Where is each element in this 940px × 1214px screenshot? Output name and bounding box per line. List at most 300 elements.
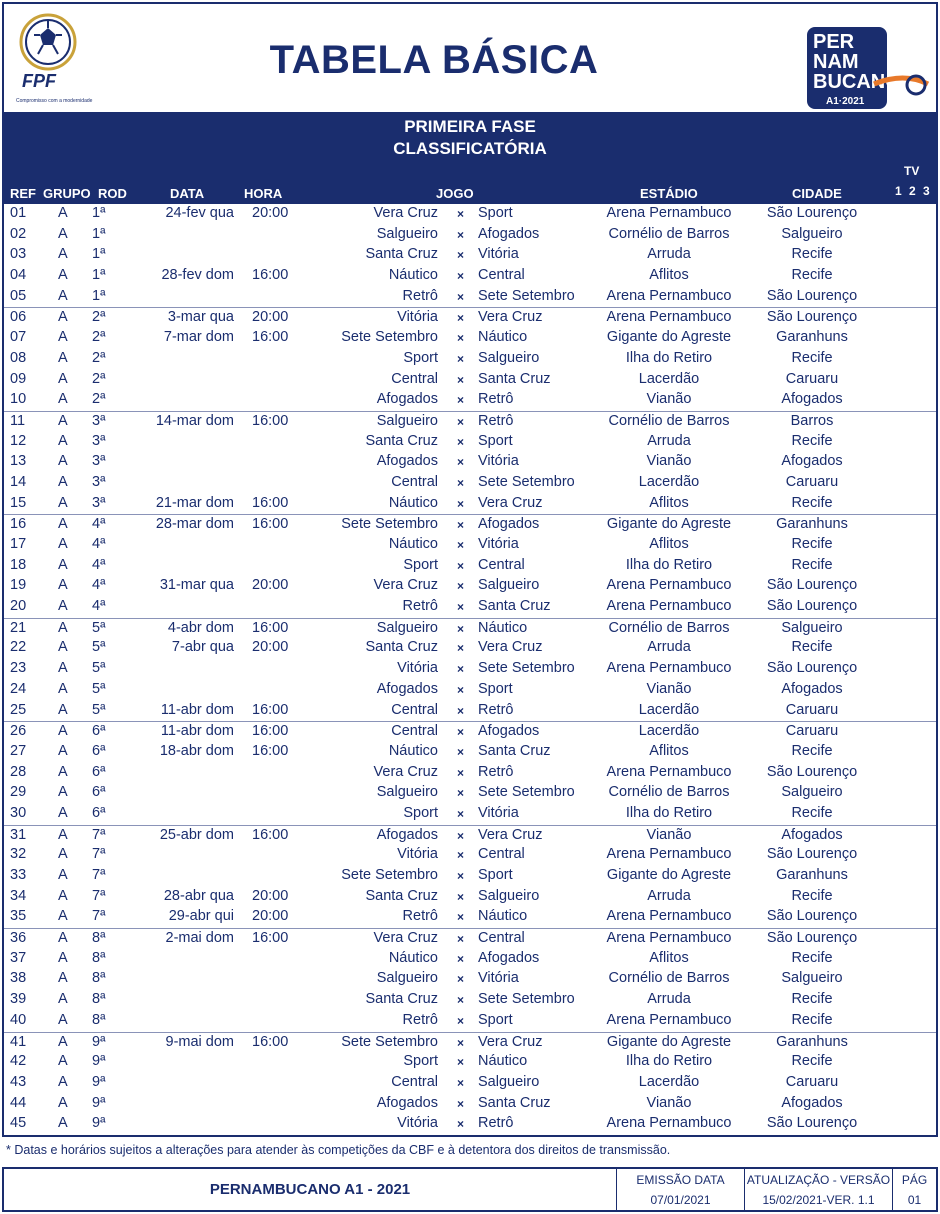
cell-ref: 37 bbox=[10, 949, 27, 966]
cell-cidade: Afogados bbox=[781, 680, 843, 697]
table-row bbox=[4, 287, 936, 308]
versus-icon: × bbox=[457, 455, 465, 470]
cell-estadio: Cornélio de Barros bbox=[608, 412, 730, 429]
cell-rod: 7ª bbox=[92, 908, 106, 925]
cell-cidade: Recife bbox=[791, 267, 833, 284]
cell-away-team: Sete Setembro bbox=[478, 784, 575, 801]
versus-icon: × bbox=[457, 434, 465, 449]
cell-cidade: Caruaru bbox=[785, 473, 839, 490]
cell-home-team: Vera Cruz bbox=[373, 205, 438, 221]
cell-home-team: Salgueiro bbox=[376, 412, 438, 429]
cell-away-team: Salgueiro bbox=[478, 887, 540, 904]
cell-home-team: Sport bbox=[403, 349, 438, 366]
cell-cidade: São Lourenço bbox=[766, 846, 858, 863]
cell-grupo: A bbox=[58, 1115, 68, 1132]
cell-estadio: Ilha do Retiro bbox=[625, 349, 713, 366]
table-row bbox=[4, 597, 936, 618]
cell-away-team: Afogados bbox=[478, 225, 540, 242]
cell-ref: 14 bbox=[10, 473, 27, 490]
cell-hora: 16:00 bbox=[252, 412, 289, 429]
cell-ref: 25 bbox=[10, 701, 27, 718]
cell-home-team: Sete Setembro bbox=[341, 1033, 438, 1050]
cell-rod: 3ª bbox=[92, 473, 106, 490]
cell-away-team: Vitória bbox=[478, 453, 519, 470]
versus-icon: × bbox=[457, 641, 465, 656]
cell-ref: 15 bbox=[10, 494, 27, 511]
cell-away-team: Afogados bbox=[478, 516, 540, 533]
cell-rod: 8ª bbox=[92, 949, 106, 966]
cell-estadio: Arena Pernambuco bbox=[606, 1115, 732, 1132]
cell-rod: 3ª bbox=[92, 453, 106, 470]
cell-rod: 3ª bbox=[92, 412, 106, 429]
cell-grupo: A bbox=[58, 804, 68, 821]
cell-away-team: Retrô bbox=[478, 1115, 514, 1132]
cell-grupo: A bbox=[58, 1033, 68, 1050]
cell-rod: 1ª bbox=[92, 287, 106, 304]
cell-rod: 9ª bbox=[92, 1053, 106, 1070]
table-row bbox=[4, 535, 936, 556]
cell-away-team: Salgueiro bbox=[478, 349, 540, 366]
cell-home-team: Sete Setembro bbox=[341, 329, 438, 346]
cell-ref: 44 bbox=[10, 1094, 27, 1111]
cell-data: 29-abr qui bbox=[168, 908, 234, 925]
cell-away-team: Sete Setembro bbox=[478, 287, 575, 304]
cell-home-team: Náutico bbox=[388, 536, 438, 552]
cell-hora: 16:00 bbox=[252, 723, 289, 740]
cell-home-team: Vitória bbox=[397, 1115, 438, 1132]
table-row bbox=[4, 307, 936, 328]
cell-home-team: Retrô bbox=[402, 598, 438, 615]
cell-cidade: Afogados bbox=[781, 391, 843, 408]
col-tv: TV bbox=[904, 164, 920, 178]
cell-cidade: Recife bbox=[791, 887, 833, 904]
cell-ref: 05 bbox=[10, 287, 27, 304]
cell-ref: 10 bbox=[10, 391, 27, 408]
cell-grupo: A bbox=[58, 887, 68, 904]
col-hora: HORA bbox=[244, 186, 283, 201]
versus-icon: × bbox=[457, 496, 465, 511]
table-row bbox=[4, 969, 936, 990]
versus-icon: × bbox=[457, 889, 465, 904]
cell-data: 14-mar dom bbox=[155, 412, 234, 429]
cell-away-team: Vitória bbox=[478, 970, 519, 987]
cell-data: 7-abr qua bbox=[171, 639, 234, 656]
cell-grupo: A bbox=[58, 1011, 68, 1028]
cell-grupo: A bbox=[58, 991, 68, 1008]
table-row bbox=[4, 556, 936, 577]
cell-data: 9-mai dom bbox=[165, 1033, 234, 1050]
cell-away-team: Sete Setembro bbox=[478, 991, 575, 1008]
table-row bbox=[4, 721, 936, 742]
cell-grupo: A bbox=[58, 826, 68, 843]
cell-hora: 20:00 bbox=[252, 205, 289, 221]
cell-home-team: Náutico bbox=[388, 742, 438, 759]
versus-icon: × bbox=[457, 311, 465, 326]
versus-icon: × bbox=[457, 414, 465, 429]
cell-grupo: A bbox=[58, 598, 68, 615]
cell-ref: 17 bbox=[10, 536, 27, 552]
cell-rod: 1ª bbox=[92, 267, 106, 284]
cell-cidade: Recife bbox=[791, 432, 833, 449]
cell-cidade: Garanhuns bbox=[776, 329, 848, 346]
cell-away-team: Salgueiro bbox=[478, 577, 540, 594]
cell-estadio: Arruda bbox=[647, 639, 691, 656]
table-row bbox=[4, 328, 936, 349]
cell-grupo: A bbox=[58, 287, 68, 304]
cell-ref: 02 bbox=[10, 225, 27, 242]
versus-icon: × bbox=[457, 269, 465, 284]
cell-away-team: Central bbox=[478, 556, 525, 573]
table-row bbox=[4, 349, 936, 370]
cell-cidade: Recife bbox=[791, 494, 833, 511]
cell-away-team: Salgueiro bbox=[478, 1073, 540, 1090]
cell-cidade: Recife bbox=[791, 742, 833, 759]
cell-ref: 01 bbox=[10, 205, 27, 221]
cell-data: 3-mar qua bbox=[167, 309, 234, 326]
table-row bbox=[4, 763, 936, 784]
versus-icon: × bbox=[457, 1117, 465, 1132]
cell-cidade: São Lourenço bbox=[766, 660, 858, 677]
cell-estadio: Arruda bbox=[647, 432, 691, 449]
versus-icon: × bbox=[457, 393, 465, 408]
cell-away-team: Náutico bbox=[478, 329, 528, 346]
table-row bbox=[4, 949, 936, 970]
cell-rod: 1ª bbox=[92, 225, 106, 242]
table-row bbox=[4, 245, 936, 266]
versus-icon: × bbox=[457, 621, 465, 636]
cell-away-team: Retrô bbox=[478, 763, 514, 780]
cell-ref: 32 bbox=[10, 846, 27, 863]
table-row bbox=[4, 1032, 936, 1053]
footer-emissao-value: 07/01/2021 bbox=[650, 1193, 711, 1207]
cell-home-team: Central bbox=[391, 1073, 438, 1090]
cell-rod: 1ª bbox=[92, 205, 106, 221]
cell-away-team: Sport bbox=[478, 205, 513, 221]
cell-ref: 33 bbox=[10, 867, 27, 883]
cell-home-team: Salgueiro bbox=[376, 784, 438, 801]
cell-rod: 2ª bbox=[92, 370, 106, 387]
cell-cidade: Salgueiro bbox=[781, 619, 843, 636]
cell-cidade: São Lourenço bbox=[766, 287, 858, 304]
cell-cidade: Caruaru bbox=[785, 701, 839, 718]
table-row bbox=[4, 680, 936, 701]
cell-cidade: Recife bbox=[791, 1011, 833, 1028]
cell-grupo: A bbox=[58, 267, 68, 284]
cell-hora: 16:00 bbox=[252, 930, 289, 947]
cell-home-team: Náutico bbox=[388, 949, 438, 966]
cell-ref: 41 bbox=[10, 1033, 27, 1050]
cell-away-team: Santa Cruz bbox=[478, 598, 551, 615]
cell-estadio: Arena Pernambuco bbox=[606, 309, 732, 326]
cell-estadio: Arena Pernambuco bbox=[606, 577, 732, 594]
cell-home-team: Santa Cruz bbox=[365, 432, 438, 449]
col-estadio: ESTÁDIO bbox=[640, 186, 698, 201]
cell-data: 11-abr dom bbox=[160, 701, 234, 718]
cell-ref: 06 bbox=[10, 309, 27, 326]
cell-estadio: Lacerdão bbox=[638, 473, 700, 490]
cell-hora: 16:00 bbox=[252, 1033, 289, 1050]
cell-ref: 43 bbox=[10, 1073, 27, 1090]
cell-home-team: Santa Cruz bbox=[365, 887, 438, 904]
versus-icon: × bbox=[457, 910, 465, 925]
col-data: DATA bbox=[170, 186, 205, 201]
svg-text:A1·2021: A1·2021 bbox=[826, 96, 865, 107]
versus-icon: × bbox=[457, 786, 465, 801]
cell-data: 31-mar qua bbox=[159, 577, 234, 594]
footer-atualizacao-value: 15/02/2021-VER. 1.1 bbox=[762, 1193, 875, 1207]
cell-rod: 8ª bbox=[92, 930, 106, 947]
cell-cidade: São Lourenço bbox=[766, 309, 858, 326]
cell-rod: 4ª bbox=[92, 516, 106, 533]
cell-away-team: Sport bbox=[478, 867, 513, 883]
versus-icon: × bbox=[457, 1096, 465, 1111]
cell-grupo: A bbox=[58, 370, 68, 387]
cell-rod: 5ª bbox=[92, 619, 106, 636]
cell-home-team: Vitória bbox=[397, 309, 438, 326]
cell-rod: 9ª bbox=[92, 1073, 106, 1090]
cell-hora: 20:00 bbox=[252, 639, 289, 656]
table-row bbox=[4, 1011, 936, 1032]
cell-grupo: A bbox=[58, 516, 68, 533]
cell-rod: 6ª bbox=[92, 763, 106, 780]
footer-emissao bbox=[616, 1169, 744, 1210]
cell-ref: 28 bbox=[10, 763, 27, 780]
cell-rod: 5ª bbox=[92, 701, 106, 718]
cell-grupo: A bbox=[58, 205, 68, 221]
cell-rod: 7ª bbox=[92, 846, 106, 863]
svg-text:BUCANO: BUCANO bbox=[813, 71, 901, 93]
footer-atualizacao-label: ATUALIZAÇÃO - VERSÃO bbox=[746, 1173, 891, 1187]
cell-estadio: Gigante do Agreste bbox=[606, 1033, 732, 1050]
cell-grupo: A bbox=[58, 412, 68, 429]
cell-hora: 16:00 bbox=[252, 329, 289, 346]
table-row bbox=[4, 783, 936, 804]
cell-estadio: Arena Pernambuco bbox=[606, 598, 732, 615]
cell-away-team: Vitória bbox=[478, 536, 519, 552]
cell-ref: 19 bbox=[10, 577, 27, 594]
cell-home-team: Vera Cruz bbox=[373, 763, 438, 780]
cell-ref: 09 bbox=[10, 370, 27, 387]
cell-home-team: Afogados bbox=[376, 1094, 438, 1111]
cell-cidade: Salgueiro bbox=[781, 784, 843, 801]
cell-cidade: São Lourenço bbox=[766, 205, 858, 221]
cell-cidade: Recife bbox=[791, 804, 833, 821]
fixtures-table bbox=[4, 204, 936, 1135]
cell-grupo: A bbox=[58, 473, 68, 490]
table-row bbox=[4, 845, 936, 866]
cell-home-team: Vitória bbox=[397, 660, 438, 677]
table-row bbox=[4, 1114, 936, 1135]
cell-estadio: Gigante do Agreste bbox=[606, 867, 732, 883]
cell-home-team: Vera Cruz bbox=[373, 577, 438, 594]
cell-away-team: Afogados bbox=[478, 723, 540, 740]
cell-data: 18-abr dom bbox=[159, 742, 234, 759]
cell-away-team: Santa Cruz bbox=[478, 742, 551, 759]
versus-icon: × bbox=[457, 932, 465, 947]
cell-home-team: Náutico bbox=[388, 267, 438, 284]
versus-icon: × bbox=[457, 1055, 465, 1070]
cell-rod: 2ª bbox=[92, 349, 106, 366]
phase-band bbox=[2, 112, 938, 204]
cell-away-team: Central bbox=[478, 930, 525, 947]
cell-rod: 9ª bbox=[92, 1115, 106, 1132]
cell-ref: 45 bbox=[10, 1115, 27, 1132]
table-row bbox=[4, 514, 936, 535]
fpf-logo-text: FPF bbox=[22, 71, 56, 91]
cell-cidade: Recife bbox=[791, 1053, 833, 1070]
cell-hora: 20:00 bbox=[252, 309, 289, 326]
cell-rod: 2ª bbox=[92, 309, 106, 326]
table-row bbox=[4, 701, 936, 722]
cell-away-team: Sport bbox=[478, 432, 513, 449]
versus-icon: × bbox=[457, 765, 465, 780]
cell-cidade: Salgueiro bbox=[781, 970, 843, 987]
cell-estadio: Vianão bbox=[646, 453, 692, 470]
cell-estadio: Vianão bbox=[646, 680, 692, 697]
cell-home-team: Santa Cruz bbox=[365, 639, 438, 656]
cell-away-team: Náutico bbox=[478, 908, 528, 925]
cell-cidade: Afogados bbox=[781, 1094, 843, 1111]
cell-ref: 40 bbox=[10, 1011, 27, 1028]
table-row bbox=[4, 638, 936, 659]
page-header bbox=[4, 4, 936, 112]
cell-grupo: A bbox=[58, 639, 68, 656]
cell-estadio: Ilha do Retiro bbox=[625, 804, 713, 821]
table-row bbox=[4, 411, 936, 432]
cell-home-team: Sete Setembro bbox=[341, 516, 438, 533]
cell-away-team: Vera Cruz bbox=[478, 639, 543, 656]
cell-away-team: Sete Setembro bbox=[478, 473, 575, 490]
cell-rod: 6ª bbox=[92, 804, 106, 821]
cell-rod: 6ª bbox=[92, 784, 106, 801]
cell-data: 2-mai dom bbox=[165, 930, 234, 947]
cell-cidade: Recife bbox=[791, 536, 833, 552]
cell-home-team: Afogados bbox=[376, 680, 438, 697]
cell-ref: 30 bbox=[10, 804, 27, 821]
cell-cidade: Recife bbox=[791, 949, 833, 966]
cell-cidade: São Lourenço bbox=[766, 763, 858, 780]
cell-home-team: Salgueiro bbox=[376, 225, 438, 242]
table-row bbox=[4, 804, 936, 825]
cell-home-team: Retrô bbox=[402, 908, 438, 925]
cell-cidade: Salgueiro bbox=[781, 225, 843, 242]
versus-icon: × bbox=[457, 662, 465, 677]
cell-cidade: Recife bbox=[791, 991, 833, 1008]
versus-icon: × bbox=[457, 558, 465, 573]
cell-grupo: A bbox=[58, 1073, 68, 1090]
cell-cidade: Recife bbox=[791, 556, 833, 573]
footer-pag-label: PÁG bbox=[901, 1173, 928, 1187]
cell-grupo: A bbox=[58, 723, 68, 740]
cell-estadio: Aflitos bbox=[649, 536, 689, 552]
cell-away-team: Vera Cruz bbox=[478, 309, 543, 326]
cell-ref: 20 bbox=[10, 598, 27, 615]
table-row bbox=[4, 494, 936, 515]
cell-away-team: Santa Cruz bbox=[478, 1094, 551, 1111]
cell-grupo: A bbox=[58, 536, 68, 552]
cell-estadio: Cornélio de Barros bbox=[608, 970, 730, 987]
cell-estadio: Vianão bbox=[646, 826, 692, 843]
footer-atualizacao bbox=[744, 1169, 892, 1210]
table-row bbox=[4, 390, 936, 411]
cell-rod: 5ª bbox=[92, 660, 106, 677]
cell-cidade: São Lourenço bbox=[766, 598, 858, 615]
cell-estadio: Vianão bbox=[646, 1094, 692, 1111]
cell-estadio: Arena Pernambuco bbox=[606, 763, 732, 780]
cell-estadio: Arena Pernambuco bbox=[606, 205, 732, 221]
cell-ref: 21 bbox=[10, 619, 27, 636]
versus-icon: × bbox=[457, 703, 465, 718]
cell-rod: 4ª bbox=[92, 577, 106, 594]
col-jogo: JOGO bbox=[436, 186, 474, 201]
table-row bbox=[4, 266, 936, 287]
cell-rod: 8ª bbox=[92, 970, 106, 987]
cell-rod: 2ª bbox=[92, 391, 106, 408]
footer-emissao-label: EMISSÃO DATA bbox=[636, 1173, 725, 1187]
cell-ref: 23 bbox=[10, 660, 27, 677]
cell-grupo: A bbox=[58, 329, 68, 346]
cell-grupo: A bbox=[58, 784, 68, 801]
table-row bbox=[4, 225, 936, 246]
cell-cidade: São Lourenço bbox=[766, 577, 858, 594]
cell-estadio: Lacerdão bbox=[638, 1073, 700, 1090]
table-row bbox=[4, 907, 936, 928]
versus-icon: × bbox=[457, 289, 465, 304]
cell-estadio: Arena Pernambuco bbox=[606, 1011, 732, 1028]
cell-grupo: A bbox=[58, 577, 68, 594]
cell-estadio: Gigante do Agreste bbox=[606, 516, 732, 533]
cell-estadio: Lacerdão bbox=[638, 370, 700, 387]
cell-away-team: Náutico bbox=[478, 619, 528, 636]
cell-cidade: Caruaru bbox=[785, 723, 839, 740]
cell-ref: 13 bbox=[10, 453, 27, 470]
cell-data: 28-abr qua bbox=[163, 887, 234, 904]
versus-icon: × bbox=[457, 475, 465, 490]
cell-grupo: A bbox=[58, 619, 68, 636]
table-row bbox=[4, 1052, 936, 1073]
cell-home-team: Salgueiro bbox=[376, 619, 438, 636]
cell-grupo: A bbox=[58, 846, 68, 863]
cell-cidade: Barros bbox=[790, 412, 834, 429]
cell-cidade: Recife bbox=[791, 349, 833, 366]
cell-home-team: Retrô bbox=[402, 287, 438, 304]
cell-rod: 8ª bbox=[92, 1011, 106, 1028]
cell-estadio: Arruda bbox=[647, 991, 691, 1008]
cell-estadio: Ilha do Retiro bbox=[625, 1053, 713, 1070]
cell-away-team: Retrô bbox=[478, 412, 514, 429]
cell-grupo: A bbox=[58, 432, 68, 449]
cell-data: 4-abr dom bbox=[167, 619, 234, 636]
cell-grupo: A bbox=[58, 701, 68, 718]
page-title: TABELA BÁSICA bbox=[269, 38, 599, 82]
cell-rod: 6ª bbox=[92, 742, 106, 759]
cell-estadio: Arena Pernambuco bbox=[606, 287, 732, 304]
cell-estadio: Arena Pernambuco bbox=[606, 930, 732, 947]
cell-home-team: Retrô bbox=[402, 1011, 438, 1028]
versus-icon: × bbox=[457, 951, 465, 966]
versus-icon: × bbox=[457, 828, 465, 843]
cell-home-team: Central bbox=[391, 370, 438, 387]
table-row bbox=[4, 825, 936, 846]
cell-ref: 11 bbox=[10, 412, 26, 429]
versus-icon: × bbox=[457, 248, 465, 263]
cell-away-team: Santa Cruz bbox=[478, 370, 551, 387]
cell-away-team: Central bbox=[478, 846, 525, 863]
cell-grupo: A bbox=[58, 930, 68, 947]
cell-estadio: Gigante do Agreste bbox=[606, 329, 732, 346]
cell-home-team: Afogados bbox=[376, 453, 438, 470]
cell-grupo: A bbox=[58, 349, 68, 366]
